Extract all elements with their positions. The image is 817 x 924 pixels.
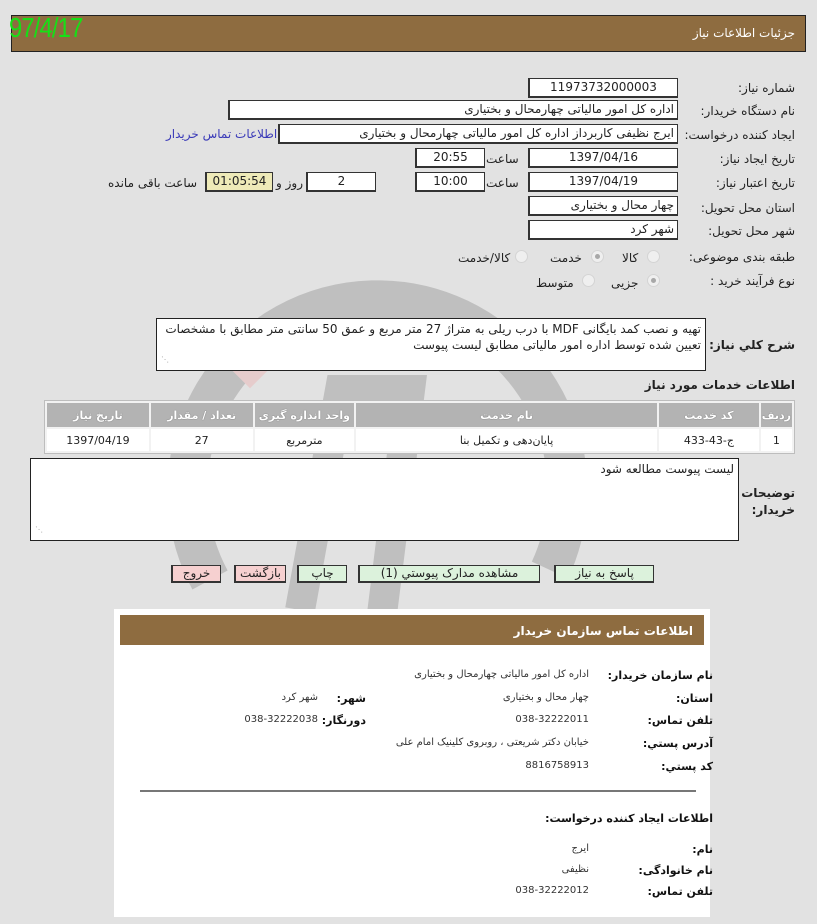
buyer-org-label: نام دستگاه خریدار: [700, 104, 795, 118]
org-name-label: نام سازمان خریدار: [607, 669, 713, 682]
created-date-field: 1397/04/16 [528, 148, 678, 168]
province-value: چهار محال و بختیاری [502, 692, 589, 703]
phone-value: 038-32222011 [515, 714, 589, 725]
fax-value: 038-32222038 [244, 714, 318, 725]
requester-field: ایرج نظیفی کاربرداز اداره کل امور مالیاتی چهارمحال و بختیاری [278, 124, 678, 144]
cell-need-date: 1397/04/19 [47, 429, 149, 451]
page-title: جزئیات اطلاعات نیاز [692, 26, 795, 40]
col-unit: واحد اندازه گیری [255, 403, 355, 427]
cell-service-code: ج-43-433 [659, 429, 759, 451]
days-label: روز و [276, 176, 303, 190]
purchase-process-label: نوع فرآیند خرید : [710, 274, 795, 288]
process-minor-label: جزیی [611, 276, 639, 290]
buyer-notes-label-line1: توضیحات [741, 486, 795, 500]
process-medium-radio[interactable] [582, 274, 595, 287]
general-description-textarea[interactable] [156, 318, 706, 371]
section-divider [140, 790, 696, 792]
city-value: شهر کرد [281, 692, 318, 703]
need-number-label: شماره نیاز: [738, 81, 795, 95]
reply-button[interactable]: پاسخ به نیاز [554, 565, 654, 583]
cell-service-name: پایان‌دهی و تکمیل بنا [356, 429, 657, 451]
cell-unit: مترمربع [255, 429, 355, 451]
contact-card-title: اطلاعات تماس سازمان خریدار [513, 624, 693, 638]
created-time-label: ساعت [486, 152, 519, 166]
services-table-header [47, 403, 792, 427]
general-description-text: تهیه و نصب کمد بایگانی MDF با درب ریلی به متراژ 27 متر مربع و عمق 50 سانتی متر مطابق با مشخصات تعیین شده توسط اداره امور مالیاتی مطابق لیست پیوست [165, 322, 701, 352]
date-stamp: 97/4/17 [9, 12, 83, 43]
col-service-name: نام خدمت [356, 403, 657, 427]
process-medium-label: متوسط [536, 276, 574, 290]
category-goods-label: کالا [622, 251, 639, 265]
process-minor-radio[interactable] [647, 274, 660, 287]
table-row [47, 429, 792, 451]
category-goods-service-radio[interactable] [515, 250, 528, 263]
need-number-field: 11973732000003 [528, 78, 678, 98]
org-name-value: اداره کل امور مالیاتی چهارمحال و بختیاری [414, 669, 589, 680]
general-description-label: شرح کلي نياز: [709, 338, 795, 352]
col-service-code: کد خدمت [659, 403, 759, 427]
col-need-date: تاریخ نیاز [47, 403, 149, 427]
services-table [44, 400, 795, 454]
delivery-province-field: چهار محال و بختیاری [528, 196, 678, 216]
cell-row-number: 1 [761, 429, 792, 451]
delivery-province-label: استان محل تحویل: [700, 201, 795, 215]
validity-time-field: 10:00 [415, 172, 485, 192]
col-quantity: تعداد / مقدار [151, 403, 253, 427]
buyer-contact-link[interactable]: اطلاعات تماس خریدار [166, 127, 278, 141]
resize-grip-icon[interactable]: ⋰ [161, 355, 169, 364]
first-name-value: ایرج [571, 843, 589, 854]
creator-phone-value: 038-32222012 [515, 885, 589, 896]
buyer-notes-label-line2: خریدار: [751, 503, 795, 517]
creator-phone-label: تلفن تماس: [647, 885, 713, 898]
print-button[interactable]: چاپ [297, 565, 347, 583]
back-button[interactable]: بازگشت [234, 565, 286, 583]
category-goods-radio[interactable] [647, 250, 660, 263]
page-header-bar [11, 15, 806, 52]
requester-label: ایجاد کننده درخواست: [684, 128, 795, 142]
category-goods-service-label: کالا/خدمت [458, 251, 511, 265]
time-remaining-field: 01:05:54 [205, 172, 273, 192]
buyer-notes-text: لیست پیوست مطالعه شود [600, 462, 734, 476]
last-name-label: نام خانوادگی: [638, 864, 713, 877]
resize-grip-icon[interactable]: ⋰ [35, 525, 43, 534]
category-service-radio[interactable] [591, 250, 604, 263]
cell-quantity: 27 [151, 429, 253, 451]
services-section-title: اطلاعات خدمات مورد نیاز [644, 378, 795, 392]
category-service-label: خدمت [550, 251, 582, 265]
category-label: طبقه بندی موضوعی: [688, 250, 795, 264]
created-date-label: تاریخ ایجاد نیاز: [719, 152, 795, 166]
view-attachments-button[interactable]: مشاهده مدارک پیوستي (1) [358, 565, 540, 583]
last-name-value: نظیفی [561, 864, 589, 875]
buyer-contact-card [114, 609, 710, 917]
days-remaining-field: 2 [306, 172, 376, 192]
buyer-notes-textarea[interactable] [30, 458, 739, 541]
creator-info-title: اطلاعات ایجاد کننده درخواست: [545, 812, 713, 825]
exit-button[interactable]: خروج [171, 565, 221, 583]
postal-code-label: کد پستي: [661, 760, 713, 773]
col-row-number: ردیف [761, 403, 792, 427]
validity-date-label: تاریخ اعتبار نیاز: [715, 176, 795, 190]
city-label: شهر: [336, 692, 366, 705]
time-remaining-label: ساعت باقی مانده [108, 176, 198, 190]
address-value: خیابان دکتر شریعتی ، روبروی کلینیک امام علی [395, 737, 589, 748]
validity-time-label: ساعت [486, 176, 519, 190]
delivery-city-field: شهر کرد [528, 220, 678, 240]
buyer-org-field: اداره کل امور مالیاتی چهارمحال و بختیاری [228, 100, 678, 120]
address-label: آدرس پستي: [642, 737, 713, 750]
postal-code-value: 8816758913 [525, 760, 589, 771]
validity-date-field: 1397/04/19 [528, 172, 678, 192]
province-label: استان: [676, 692, 713, 705]
first-name-label: نام: [692, 843, 713, 856]
phone-label: تلفن تماس: [647, 714, 713, 727]
fax-label: دورنگار: [321, 714, 366, 727]
created-time-field: 20:55 [415, 148, 485, 168]
delivery-city-label: شهر محل تحویل: [708, 224, 795, 238]
